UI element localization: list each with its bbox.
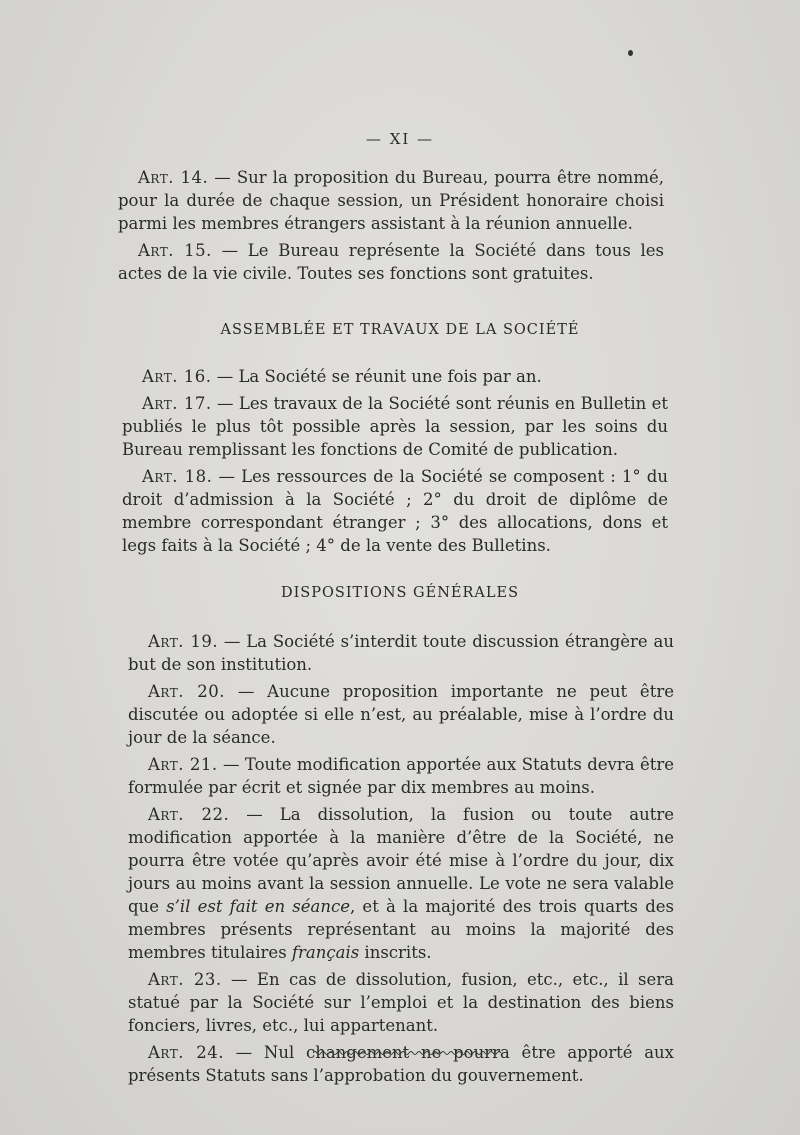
article-text: — La Société s’interdit toute discussion étrangère au but de son institution.	[128, 632, 674, 674]
article-21	[128, 753, 674, 799]
article-18	[122, 465, 668, 557]
section-dispositions	[128, 630, 674, 1091]
article-label: Art. 19.	[148, 632, 219, 651]
article-text: — Les travaux de la Société sont réunis en Bulletin et publiés le plus tôt possible après la session, par les soins du Bureau remplissant les fonctions de Comité de publication.	[122, 394, 669, 459]
article-label: Art. 24.	[148, 1043, 224, 1062]
ink-speck	[628, 50, 633, 56]
article-text: — Aucune proposition importante ne peut être discutée ou adoptée si elle n’est, au préalable, mise à l’ordre du jour de la séance.	[128, 682, 674, 747]
article-label: Art. 15.	[138, 241, 212, 260]
article-label: Art. 22.	[148, 805, 230, 824]
decorative-divider	[313, 1048, 501, 1058]
article-label: Art. 16.	[142, 367, 212, 386]
article-17	[122, 392, 668, 461]
section-assemblee	[122, 365, 668, 561]
section-bureau	[118, 166, 664, 289]
article-label: Art. 23.	[148, 970, 222, 989]
article-14	[118, 166, 664, 235]
article-23	[128, 968, 674, 1037]
article-label: Art. 18.	[142, 467, 213, 486]
section-heading-dispositions: DISPOSITIONS GÉNÉRALES	[280, 585, 520, 601]
article-text-italic: s’il est fait en séance	[166, 897, 350, 916]
article-label: Art. 14.	[138, 168, 209, 187]
article-label: Art. 17.	[142, 394, 212, 413]
article-text: — Les ressources de la Société se composent : 1° du droit d’admission à la Société ; 2° du droit de diplôme de membre correspondant étranger ; 3° des allocations, dons et legs faits à la Société ; 4° de la vente des Bulletins.	[122, 467, 668, 555]
article-22	[128, 803, 674, 964]
article-text: — Toute modification apportée aux Statuts devra être formulée par écrit et signée par dix membres au moins.	[128, 755, 674, 797]
article-text: — La Société se réunit une fois par an.	[211, 367, 542, 386]
page-number: — XI —	[365, 130, 435, 148]
article-text-italic: français	[291, 943, 360, 962]
article-text: — En cas de dissolution, fusion, etc., etc., il sera statué par la Société sur l’emploi et la destination des biens fonciers, livres, etc., lui appartenant.	[128, 970, 674, 1035]
article-15	[118, 239, 664, 285]
article-label: Art. 20.	[148, 682, 226, 701]
article-text: inscrits.	[359, 943, 432, 962]
article-text: — Sur la proposition du Bureau, pourra être nommé, pour la durée de chaque session, un Président honoraire choisi parmi les membres étrangers assistant à la réunion annuelle.	[118, 168, 664, 233]
article-20	[128, 680, 674, 749]
article-text: — Le Bureau représente la Société dans tous les actes de la vie civile. Toutes ses fonctions sont gratuites.	[118, 241, 664, 283]
article-text: , et à la majorité des trois quarts des membres présents représentant au moins la majorité des membres titulaires	[128, 897, 674, 962]
article-label: Art. 21.	[148, 755, 218, 774]
article-16	[122, 365, 668, 388]
section-heading-assemblee: ASSEMBLÉE ET TRAVAUX DE LA SOCIÉTÉ	[220, 322, 580, 338]
article-19	[128, 630, 674, 676]
article-text: — La dissolution, la fusion ou toute autre modification apportée à la manière d’être de la Société, ne pourra être votée qu’après avoir été mise à l’ordre du jour, dix jours au moins avant la session annuelle. Le vote ne sera valable que	[128, 805, 674, 916]
article-text: — Nul changement ne pourra être apporté aux présents Statuts sans l’approbation du gouvernement.	[128, 1043, 674, 1085]
